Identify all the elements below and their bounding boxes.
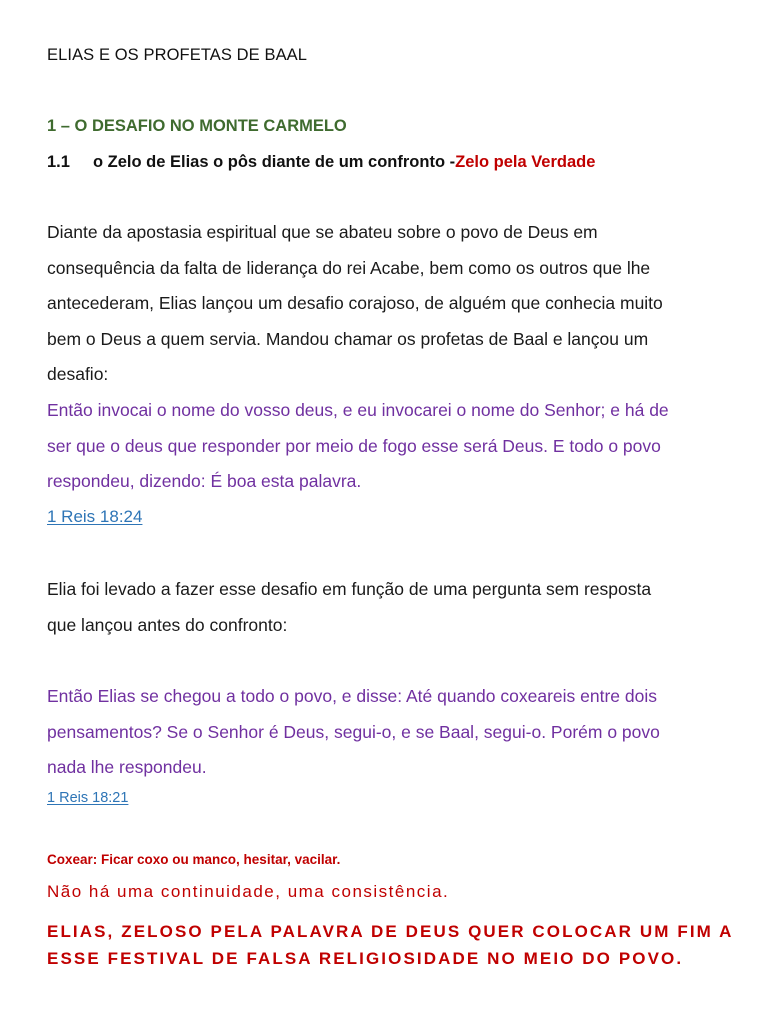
document-title: ELIAS E OS PROFETAS DE BAAL [47,46,308,64]
paragraph-apostasy [47,215,737,393]
paragraph-line: antecederam, Elias lançou um desafio corajoso, de alguém que conhecia muito [47,293,663,313]
conclusion-line: ELIAS, ZELOSO PELA PALAVRA DE DEUS QUER COLOCAR UM FIM A [47,922,734,941]
paragraph-line: Elia foi levado a fazer esse desafio em função de uma pergunta sem resposta [47,579,652,599]
subheading-text: o Zelo de Elias o pôs diante de um confronto - [93,153,456,171]
verse-quote-1 [47,393,737,500]
verse-line: respondeu, dizendo: É boa esta palavra. [47,471,362,491]
subheading-number: 1.1 [47,153,70,171]
paragraph-line: consequência da falta de liderança do rei Acabe, bem como os outros que lhe [47,257,651,278]
subheading [47,153,595,172]
verse-line: nada lhe respondeu. [47,757,207,777]
section-heading: 1 – O DESAFIO NO MONTE CARMELO [47,117,347,135]
verse-line: Então invocai o nome do vosso deus, e eu invocarei o nome do Senhor; e há de [47,400,669,420]
verse-line: ser que o deus que responder por meio de fogo esse será Deus. E todo o povo [47,435,661,456]
subheading-accent: Zelo pela Verdade [455,153,596,171]
paragraph-line: Diante da apostasia espiritual que se abateu sobre o povo de Deus em [47,222,598,242]
verse-reference-link[interactable]: 1 Reis 18:24 [47,507,143,526]
verse-line: Então Elias se chegou a todo o povo, e disse: Até quando coxeareis entre dois [47,686,657,706]
paragraph-line: bem o Deus a quem servia. Mandou chamar os profetas de Baal e lançou um [47,328,649,349]
verse-reference-link[interactable]: 1 Reis 18:21 [47,790,129,806]
verse-quote-2 [47,679,737,786]
continuity-note: Não há uma continuidade, uma consistência. [47,882,450,901]
conclusion-line: ESSE FESTIVAL DE FALSA RELIGIOSIDADE NO MEIO DO POVO. [47,949,684,968]
paragraph-question [47,572,737,643]
paragraph-line: desafio: [47,364,109,384]
definition-note: Coxear: Ficar coxo ou manco, hesitar, vacilar. [47,852,341,867]
verse-line: pensamentos? Se o Senhor é Deus, segui-o, e se Baal, segui-o. Porém o povo [47,721,660,742]
paragraph-line: que lançou antes do confronto: [47,614,288,635]
conclusion-statement [47,918,734,972]
